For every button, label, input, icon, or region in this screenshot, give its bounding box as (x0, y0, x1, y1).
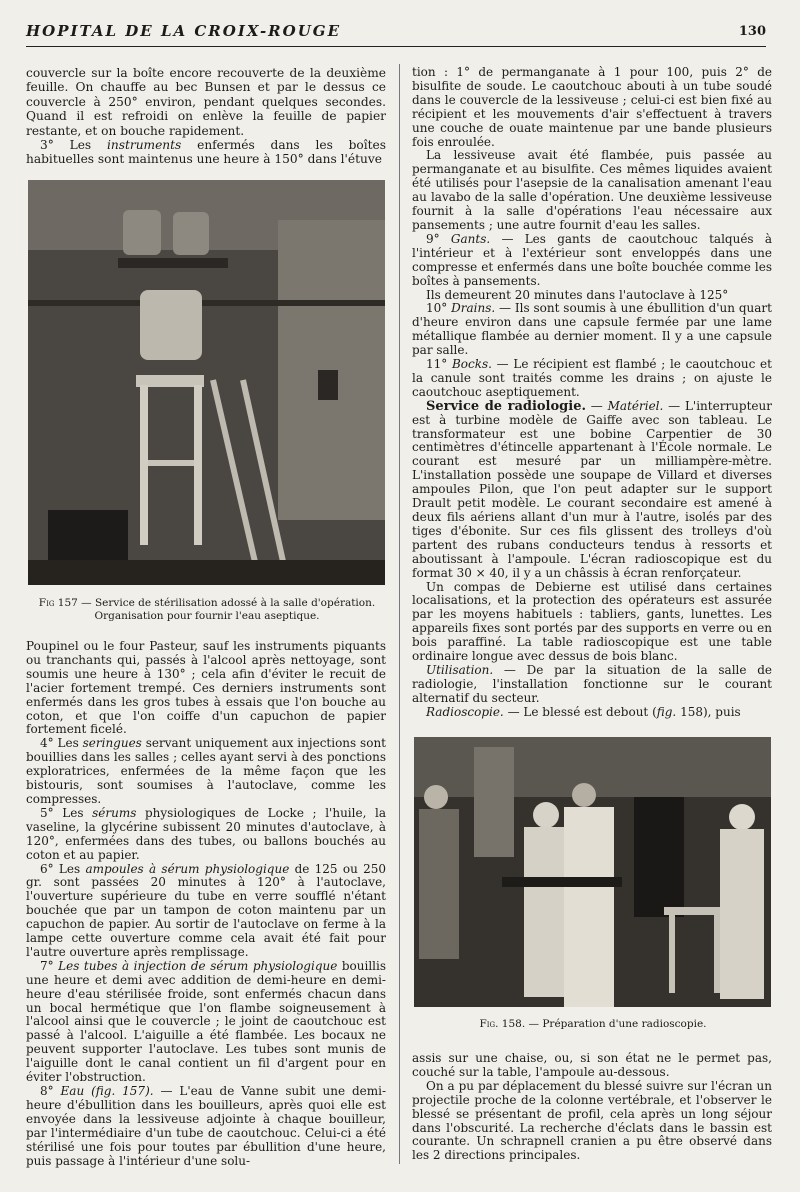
header-title: HOPITAL DE LA CROIX-ROUGE (26, 22, 342, 40)
figure-157-photo (28, 180, 385, 585)
paragraph: Radioscopie. — Le blessé est debout (fig. 158), puis (426, 704, 741, 719)
paragraph: Utilisation. — De par la situation de la salle de radiologie, l'installation fonctionne sur le courant alternatif du secteur. (412, 662, 772, 705)
right-column-top (412, 66, 772, 726)
figure-158-photo (414, 737, 771, 1007)
paragraph: tion : 1° de permanganate à 1 pour 100, puis 2° de bisulfite de soude. Le caoutchouc abouti à un tube soudé dans le couvercle de la lessiveuse ; celui-ci est bien fixé au récipient et les mouvements d'air s'effectuent à travers une couche de ouate maintenue par une bande plusieurs fois enroulée. (412, 65, 772, 149)
paragraph: Service de radiologie. — Matériel. — L'interrupteur est à turbine modèle de Gaiffe avec son tableau. Le transformateur est une bobine Carpentier de 30 centimètres d'étincelle appartenant à l'École normale. Le courant est mesuré par un milliampère-mètre. L'installation possède une soupape de Villard et diverses ampoules Pilon, que l'on peut adapter sur le support Drault petit modèle. Le courant secondaire est amené à deux fils aériens allant d'un mur à l'autre, isolés par des tiges d'ébonite. Sur ces fils glissent des trolleys d'où partent des rubans conducteurs tendus à ressorts et aboutissant à l'ampoule. L'écran radioscopique est du format 30 × 40, il y a un châssis à écran renforçateur. (412, 398, 772, 580)
paragraph: 11° Bocks. — Le récipient est flambé ; le caoutchouc et la canule sont traités comme les drains ; on ajuste le caoutchouc aseptiquement. (412, 357, 772, 399)
paragraph: Ils demeurent 20 minutes dans l'autoclave à 125° (426, 287, 729, 302)
paragraph: 4° Les seringues servant uniquement aux injections sont bouillies dans les salles ; celles ayant servi à des ponctions exploratrices, enfermées de la même façon que les bistouris, sont soumises à l'autoclave, comme les compresses. (26, 736, 386, 806)
paragraph: 8° Eau (fig. 157). — L'eau de Vanne subit une demi-heure d'ébullition dans les bouilleurs, après quoi elle est envoyée dans la lessiveuse adjointe à chaque bouilleur, par l'intermédiaire d'un tube de caoutchouc. Celui-ci a été stérilisé une fois pour toutes par ébullition d'une heure, puis passage à l'intérieur d'une solu- (26, 1084, 387, 1168)
left-column-top (26, 66, 386, 172)
figure-158-caption: Fig. 158. — Préparation d'une radioscopie. (479, 1018, 707, 1030)
section-heading: Service de radiologie. (426, 398, 586, 414)
paragraph: 3° Les instruments enfermés dans les boîtes habituelles sont maintenus une heure à 150° dans l'étuve (26, 138, 387, 167)
running-header (26, 20, 766, 47)
sterilization-room-illustration (28, 180, 385, 585)
paragraph: 6° Les ampoules à sérum physiologique de 125 ou 250 gr. sont passées 20 minutes à 120° à l'autoclave, l'ouverture supérieure du tube en verre soufflé n'étant bouchée que par un tampon de coton maintenu par un capuchon de papier. Au sortir de l'autoclave on ferme à la lampe cette ouverture comme cela avait été fait pour l'autre ouverture après remplissage. (26, 861, 386, 959)
paragraph: Un compas de Debierne est utilisé dans certaines localisations, et la protection des opérateurs est assurée par les moyens habituels : tabliers, gants, lunettes. Les appareils fixes sont portés par des supports en verre ou en bois paraffiné. La table radioscopique est une table ordinaire longue avec dessus de bois blanc. (412, 579, 772, 664)
paragraph: On a pu par déplacement du blessé suivre sur l'écran un projectile proche de la colonne vertébrale, et l'observer le blessé se présentant de profil, cela après un long séjour dans l'obscurité. La recherche d'éclats dans le bassin est courante. Un schrapnell cranien a pu être observé dans les 2 directions principales. (412, 1078, 772, 1163)
paragraph: La lessiveuse avait été flambée, puis passée au permanganate et au bisulfite. Ces mêmes liquides avaient été utilisés pour l'asepsie de la canalisation amenant l'eau au lavabo de la salle d'opération. Une deuxième lessiveuse fournit à la salle d'opérations l'eau nécessaire aux pansements ; une autre fournit d'eau les salles. (412, 148, 772, 232)
figure-157-caption: Fig 157 — Service de stérilisation adossé à la salle d'opération. Organisation pour fournir l'eau aseptique. (38, 597, 376, 622)
left-column-bottom (26, 640, 386, 1170)
paragraph: assis sur une chaise, ou, si son état ne le permet pas, couché sur la table, l'ampoule au-dessous. (412, 1051, 772, 1079)
paragraph: 9° Gants. — Les gants de caoutchouc talqués à l'intérieur et à l'extérieur sont enveloppés dans une compresse et enfermés dans une boîte bouchée comme les boîtes à pansements. (412, 231, 772, 288)
paragraph: 10° Drains. — Ils sont soumis à une ébullition d'un quart d'heure environ dans une capsule fermée par une lame métallique flambée au dernier moment. Il y a une capsule par salle. (412, 301, 772, 358)
paragraph: 7° Les tubes à injection de sérum physiologique bouillis une heure et demi avec addition de demi-heure en demi-heure d'eau stérilisée froide, sont enfermés chacun dans un bocal hermétique que l'on flambe soigneusement à l'alcool ainsi que le couvercle ; le joint de caoutchouc est passé à l'alcool. L'aiguille a été flambée. Les bocaux ne peuvent supporter l'autoclave. Les tubes sont munis de l'aiguille dont le canal contient un fil d'argent pour en éviter l'obstruction. (26, 958, 386, 1085)
page-number: 130 (738, 24, 766, 39)
paragraph: 5° Les sérums physiologiques de Locke ; l'huile, la vaseline, la glycérine subissent 20 minutes d'autoclave, à 120°, enfermées dans des tubes, ou ballons bouchés au coton et au papier. (26, 805, 386, 862)
paragraph: Poupinel ou le four Pasteur, sauf les instruments piquants ou tranchants qui, passés à l'alcool après nettoyage, sont soumis une heure à 130° ; cela afin d'éviter le recuit de l'acier fortement trempé. Ces derniers instruments sont enfermés dans les gros tubes à essais que l'on bouche au coton, et que l'on coiffe d'un capuchon de papier fortement ficelé. (26, 639, 386, 737)
radioscopy-preparation-illustration (414, 737, 771, 1007)
column-divider (399, 64, 400, 1164)
right-column-bottom (412, 1052, 772, 1170)
paragraph: couvercle sur la boîte encore recouverte de la deuxième feuille. On chauffe au bec Bunsen et par le dessus ce couvercle à 250° environ, pendant quelques secondes. Quand il est refroidi on enlève la feuille de papier restante, et on bouche rapidement. (26, 66, 386, 138)
